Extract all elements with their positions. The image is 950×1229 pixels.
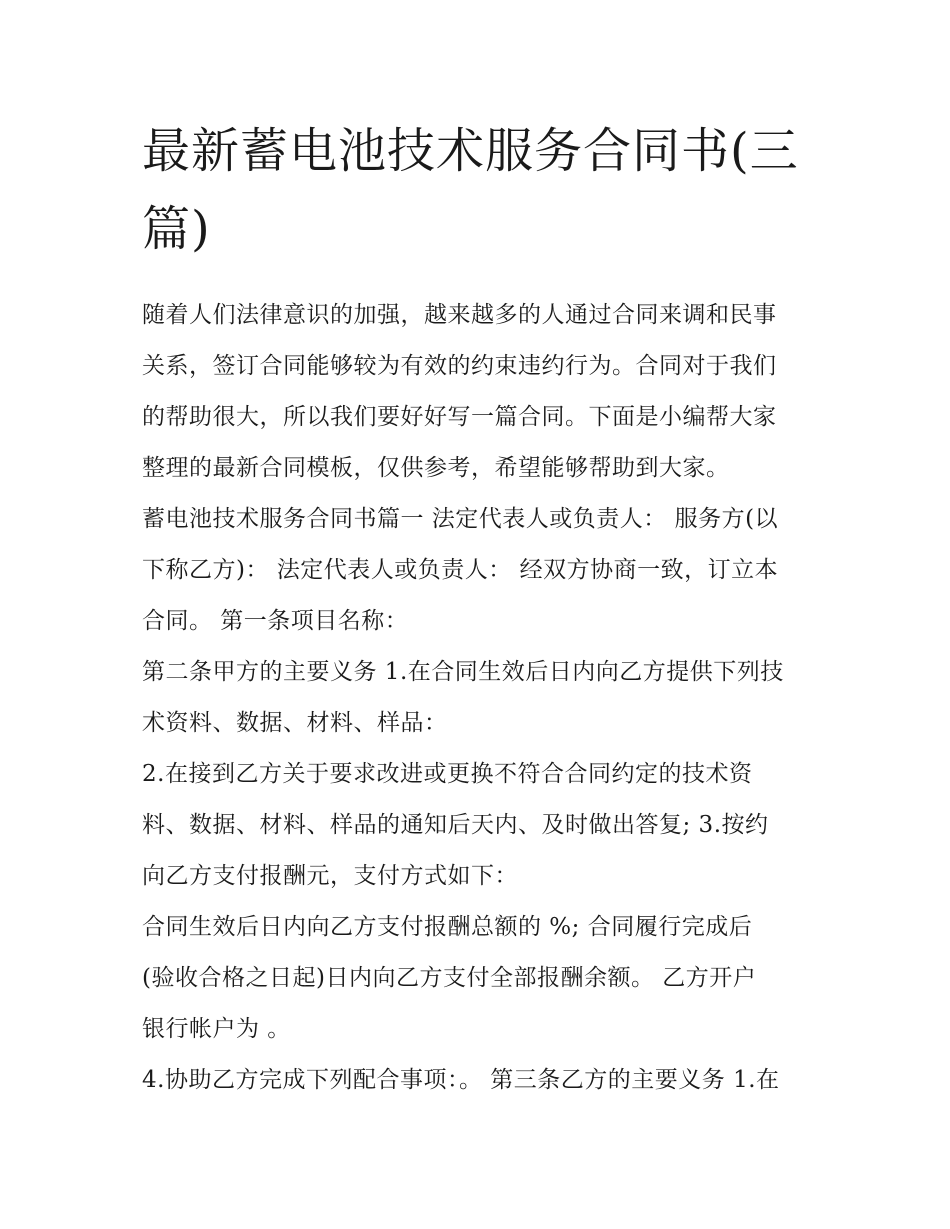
paragraph-article-three bbox=[142, 1055, 810, 1106]
text-line: 合同。 第一条项目名称： bbox=[142, 608, 409, 634]
paragraph-parties bbox=[142, 494, 810, 647]
text-line: 银行帐户为 。 bbox=[142, 1016, 291, 1042]
document-title bbox=[142, 112, 810, 268]
text-line: 的帮助很大，所以我们要好好写一篇合同。下面是小编帮大家 bbox=[142, 404, 777, 430]
text-line: 2.在接到乙方关于要求改进或更换不符合合同约定的技术资 bbox=[142, 761, 753, 787]
text-line: 第二条甲方的主要义务 1.在合同生效后日内向乙方提供下列技 bbox=[142, 659, 784, 685]
paragraph-payment bbox=[142, 902, 810, 1055]
paragraph-article-two bbox=[142, 647, 810, 749]
document-body bbox=[142, 112, 810, 1106]
text-line: 4.协助乙方完成下列配合事项：。 第三条乙方的主要义务 1.在 bbox=[142, 1067, 780, 1093]
text-line: 蓄电池技术服务合同书篇一 法定代表人或负责人： 服务方(以 bbox=[142, 506, 779, 532]
text-line: 向乙方支付报酬元，支付方式如下： bbox=[142, 863, 518, 889]
text-line: 料、数据、材料、样品的通知后天内、及时做出答复; 3.按约 bbox=[142, 812, 769, 838]
text-line: 合同生效后日内向乙方支付报酬总额的 %; 合同履行完成后 bbox=[142, 914, 753, 940]
title-line: 最新蓄电池技术服务合同书(三 bbox=[142, 123, 799, 179]
text-line: 术资料、数据、材料、样品： bbox=[142, 710, 448, 736]
text-line: 整理的最新合同模板，仅供参考，希望能够帮助到大家。 bbox=[142, 455, 730, 481]
text-line: 关系，签订合同能够较为有效的约束违约行为。合同对于我们 bbox=[142, 353, 777, 379]
text-line: (验收合格之日起)日内向乙方支付全部报酬余额。 乙方开户 bbox=[142, 965, 757, 991]
paragraph-intro bbox=[142, 290, 810, 494]
title-line: 篇) bbox=[142, 201, 211, 257]
paragraph-obligations bbox=[142, 749, 810, 902]
text-line: 下称乙方)： 法定代表人或负责人： 经双方协商一致，订立本 bbox=[142, 557, 779, 583]
text-line: 随着人们法律意识的加强，越来越多的人通过合同来调和民事 bbox=[142, 302, 777, 328]
